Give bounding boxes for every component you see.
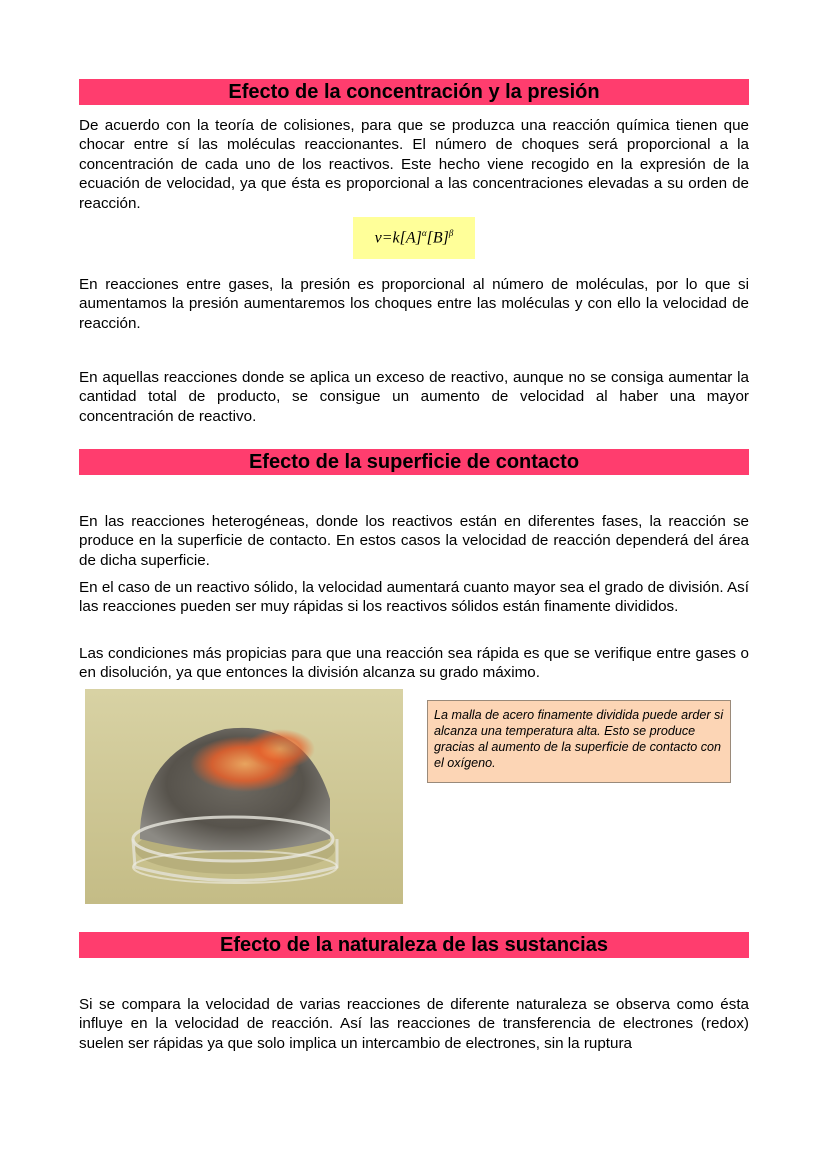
section-heading-concentracion: Efecto de la concentración y la presión	[79, 79, 749, 105]
photo-caption: La malla de acero finamente dividida puede arder si alcanza una temperatura alta. Esto se produce gracias al aumento de la superficie de contacto con el oxígeno.	[427, 700, 731, 783]
section-heading-naturaleza: Efecto de la naturaleza de las sustancias	[79, 932, 749, 958]
paragraph-condiciones: Las condiciones más propicias para que una reacción sea rápida es que se verifique entre gases o en disolución, ya que entonces la división alcanza su grado máximo.	[79, 645, 749, 682]
paragraph-exceso-reactivo: En aquellas reacciones donde se aplica un exceso de reactivo, aunque no se consiga aumentar la cantidad total de producto, se consigue un aumento de velocidad al haber una mayor concentración de reactivo.	[79, 369, 749, 425]
rate-equation	[353, 217, 475, 259]
section-heading-superficie: Efecto de la superficie de contacto	[79, 449, 749, 475]
paragraph-colisiones: De acuerdo con la teoría de colisiones, para que se produzca una reacción química tienen que chocar entre sí las moléculas reaccionantes. El número de choques será proporcional a la concentración de cada uno de los reactivos. Este hecho viene recogido en la expresión de la ecuación de velocidad, ya que ésta es proporcional a las concentraciones elevadas a su orden de reacción.	[79, 117, 749, 212]
paragraph-gases: En reacciones entre gases, la presión es proporcional al número de moléculas, por lo que si aumentamos la presión aumentaremos los choques entre las moléculas y con ello la velocidad de reacción.	[79, 276, 749, 332]
paragraph-naturaleza: Si se compara la velocidad de varias reacciones de diferente naturaleza se observa como ésta influye en la velocidad de reacción. Así las reacciones de transferencia de electrones (redox) suelen ser rápidas ya que solo implica un intercambio de electrones, sin la ruptura	[79, 996, 749, 1052]
paragraph-heterogeneas: En las reacciones heterogéneas, donde los reactivos están en diferentes fases, la reacción se produce en la superficie de contacto. En estos casos la velocidad de reacción dependerá del área de dicha superficie.	[79, 513, 749, 569]
steel-wool-photo	[85, 689, 403, 904]
rate-equation-text: $v=k[A]^\alpha[B]^\beta$	[374, 228, 454, 247]
steel-wool-illustration	[85, 689, 403, 904]
paragraph-solido: En el caso de un reactivo sólido, la velocidad aumentará cuanto mayor sea el grado de división. Así las reacciones pueden ser muy rápidas si los reactivos sólidos están finamente divididos.	[79, 579, 749, 616]
